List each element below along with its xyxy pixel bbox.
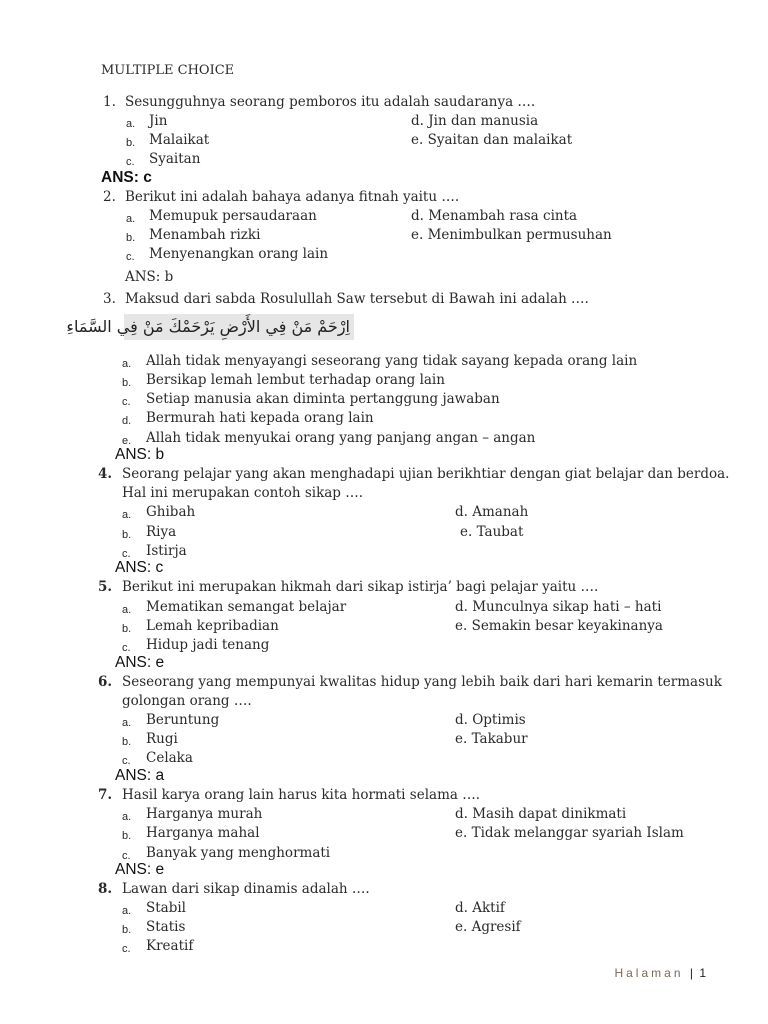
question-text: Berikut ini merupakan hikmah dari sikap istirja’ bagi pelajar yaitu ….	[122, 579, 599, 595]
option-e: e. Takabur	[455, 731, 528, 747]
footer-label: Halaman	[614, 966, 684, 980]
option-d: d. Munculnya sikap hati – hati	[455, 599, 662, 615]
question-text: Seorang pelajar yang akan menghadapi ujian berikhtiar dengan giat belajar dan berdoa.	[122, 466, 730, 482]
option-letter: a.	[122, 717, 132, 729]
option-c: Setiap manusia akan diminta pertanggung jawaban	[146, 391, 500, 407]
answer-key: ANS: b	[125, 269, 174, 285]
question-number: 1.	[103, 94, 116, 110]
option-b: Harganya mahal	[146, 825, 260, 841]
footer-separator: |	[689, 966, 693, 980]
option-d: d. Menambah rasa cinta	[411, 208, 578, 224]
option-letter: a.	[126, 213, 136, 225]
question-number: 4.	[98, 466, 113, 482]
option-letter: a.	[122, 509, 132, 521]
option-e: Allah tidak menyukai orang yang panjang angan – angan	[146, 430, 536, 446]
option-b: Bersikap lemah lembut terhadap orang lain	[146, 372, 445, 388]
option-letter: a.	[122, 604, 132, 616]
option-letter: c.	[122, 755, 131, 767]
question-number: 2.	[103, 189, 116, 205]
option-e: e. Semakin besar keyakinanya	[455, 618, 663, 634]
option-letter: b.	[126, 137, 136, 149]
option-a: Memupuk persaudaraan	[149, 208, 317, 224]
option-c: Syaitan	[149, 151, 201, 167]
answer-key: ANS: e	[115, 861, 165, 878]
option-letter: d.	[122, 415, 132, 427]
option-letter: b.	[122, 924, 132, 936]
option-letter: b.	[122, 830, 132, 842]
option-letter: b.	[126, 232, 136, 244]
answer-key: ANS: e	[115, 654, 165, 671]
option-d: d. Masih dapat dinikmati	[455, 806, 627, 822]
option-b: Malaikat	[149, 132, 210, 148]
option-c: Kreatif	[146, 938, 194, 954]
option-c: Menyenangkan orang lain	[149, 246, 329, 262]
option-c: Hidup jadi tenang	[146, 637, 270, 653]
option-d: d. Amanah	[455, 504, 529, 520]
option-c: Istirja	[146, 543, 187, 559]
question-number: 3.	[103, 291, 116, 307]
option-letter: c.	[122, 396, 131, 408]
answer-key: ANS: c	[115, 559, 164, 576]
question-number: 6.	[98, 674, 113, 690]
question-text: Berikut ini adalah bahaya adanya fitnah yaitu ….	[125, 189, 460, 205]
option-b: Menambah rizki	[149, 227, 261, 243]
option-letter: c.	[122, 548, 131, 560]
option-e: e. Syaitan dan malaikat	[411, 132, 573, 148]
option-letter: c.	[126, 156, 135, 168]
option-c: Celaka	[146, 750, 193, 766]
option-letter: b.	[122, 623, 132, 635]
question-text: Sesungguhnya seorang pemboros itu adalah saudaranya ….	[125, 94, 536, 110]
option-letter: b.	[122, 736, 132, 748]
option-letter: c.	[122, 850, 131, 862]
question-text: Hasil karya orang lain harus kita hormati selama ….	[122, 787, 481, 803]
question-number: 8.	[98, 881, 113, 897]
option-letter: a.	[122, 811, 132, 823]
option-b: Rugi	[146, 731, 178, 747]
option-b: Lemah kepribadian	[146, 618, 279, 634]
option-e: e. Menimbulkan permusuhan	[411, 227, 612, 243]
option-e: e. Agresif	[455, 919, 521, 935]
option-d: d. Optimis	[455, 712, 526, 728]
option-letter: c.	[126, 251, 135, 263]
option-a: Harganya murah	[146, 806, 263, 822]
answer-key: ANS: a	[115, 767, 165, 784]
option-letter: a.	[122, 358, 132, 370]
option-e: e. Tidak melanggar syariah Islam	[455, 825, 684, 841]
option-letter: b.	[122, 377, 132, 389]
answer-key: ANS: c	[101, 169, 152, 186]
option-a: Jin	[149, 113, 168, 129]
option-a: Stabil	[146, 900, 186, 916]
option-d: d. Aktif	[455, 900, 505, 916]
hadith-arabic-text: اِرْحَمْ مَنْ فِي الأَرْضِ يَرْحَمْكَ مَنْ فِي السَّمَاءِ	[66, 317, 350, 336]
question-text-continued: Hal ini merupakan contoh sikap ….	[122, 485, 364, 501]
option-letter: a.	[122, 905, 132, 917]
option-b: Statis	[146, 919, 186, 935]
question-number: 7.	[98, 787, 113, 803]
option-e: e. Taubat	[460, 524, 524, 540]
option-b: Riya	[146, 524, 177, 540]
option-a: Beruntung	[146, 712, 220, 728]
section-heading: MULTIPLE CHOICE	[101, 63, 235, 78]
answer-key: ANS: b	[115, 446, 165, 463]
page-number: 1	[699, 966, 706, 980]
option-a: Mematikan semangat belajar	[146, 599, 347, 615]
page-footer	[614, 966, 706, 980]
option-a: Ghibah	[146, 504, 196, 520]
question-text: Maksud dari sabda Rosulullah Saw tersebut di Bawah ini adalah ….	[125, 291, 589, 307]
option-letter: e.	[122, 435, 132, 447]
option-d: Bermurah hati kepada orang lain	[146, 410, 374, 426]
option-letter: c.	[122, 642, 131, 654]
option-letter: c.	[122, 943, 131, 955]
question-text-continued: golongan orang ….	[122, 693, 252, 709]
option-c: Banyak yang menghormati	[146, 845, 331, 861]
question-text: Seseorang yang mempunyai kwalitas hidup yang lebih baik dari hari kemarin termasuk	[122, 674, 722, 690]
question-number: 5.	[98, 579, 113, 595]
option-d: d. Jin dan manusia	[411, 113, 539, 129]
option-letter: b.	[122, 529, 132, 541]
question-text: Lawan dari sikap dinamis adalah ….	[122, 881, 370, 897]
option-letter: a.	[126, 118, 136, 130]
option-a: Allah tidak menyayangi seseorang yang tidak sayang kepada orang lain	[146, 353, 638, 369]
